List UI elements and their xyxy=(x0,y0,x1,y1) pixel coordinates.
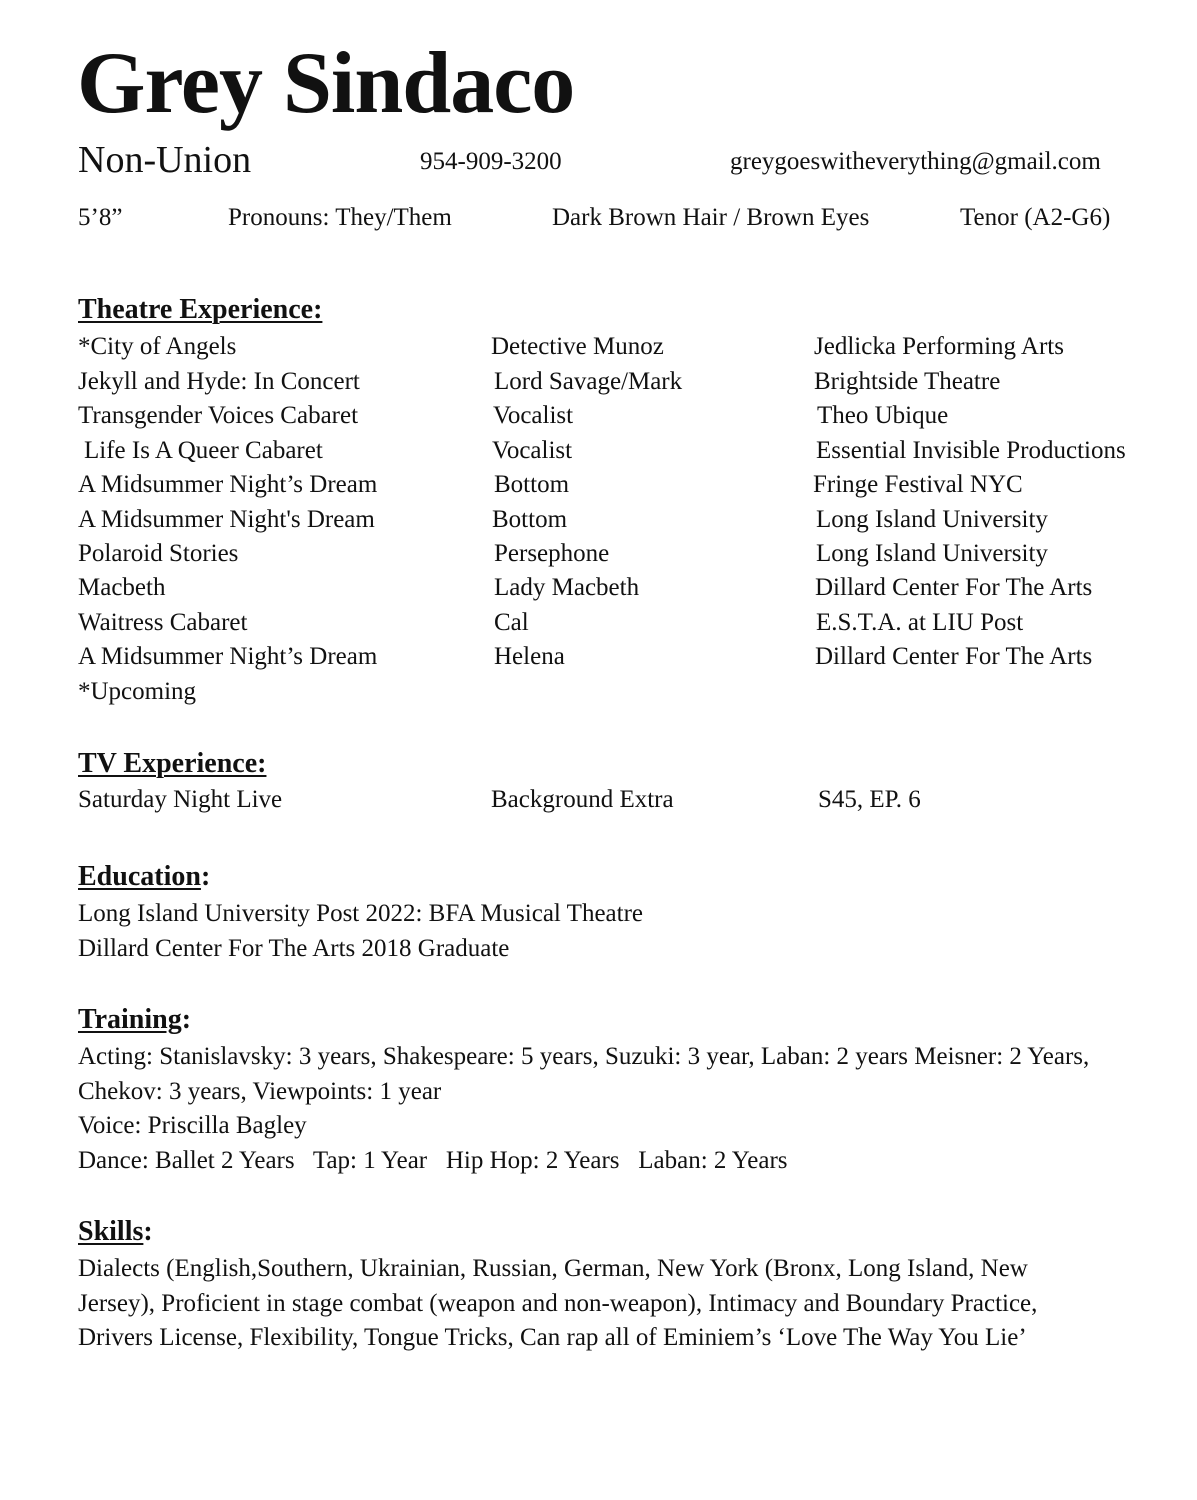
show-title: Jekyll and Hyde: In Concert xyxy=(78,368,360,395)
pronouns: Pronouns: They/Them xyxy=(228,204,452,231)
show-title: A Midsummer Night’s Dream xyxy=(78,471,378,498)
skills-line: Jersey), Proficient in stage combat (weapon and non-weapon), Intimacy and Boundary Practice, xyxy=(78,1289,1038,1317)
role: Background Extra xyxy=(491,786,674,813)
role: Lady Macbeth xyxy=(494,574,640,601)
hair-eyes: Dark Brown Hair / Brown Eyes xyxy=(552,204,870,231)
email-address: greygoeswitheverything@gmail.com xyxy=(730,148,1101,175)
skills-list xyxy=(78,1252,1148,1356)
upcoming-note-row xyxy=(0,675,1197,709)
company: Brightside Theatre xyxy=(814,368,1001,395)
show-title: Transgender Voices Cabaret xyxy=(78,402,359,429)
role: Persephone xyxy=(494,540,610,567)
training-line: Dance: Ballet 2 Years Tap: 1 Year Hip Hop: 2 Years Laban: 2 Years xyxy=(78,1146,788,1174)
theatre-row xyxy=(0,537,1197,571)
company: Jedlicka Performing Arts xyxy=(814,333,1064,360)
company: Dillard Center For The Arts xyxy=(815,574,1093,601)
education-heading-colon: : xyxy=(200,861,211,892)
theatre-row xyxy=(0,365,1197,399)
skills-heading xyxy=(78,1215,153,1249)
company: Long Island University xyxy=(816,540,1048,567)
theatre-heading-text: Theatre Experience: xyxy=(78,294,323,325)
company: E.S.T.A. at LIU Post xyxy=(816,609,1024,636)
education-list xyxy=(78,897,1148,966)
episode: S45, EP. 6 xyxy=(818,786,921,813)
role: Bottom xyxy=(492,506,568,533)
theatre-row xyxy=(0,399,1197,433)
performer-name: Grey Sindaco xyxy=(77,35,575,132)
training-line: Voice: Priscilla Bagley xyxy=(78,1112,307,1139)
phone-number: 954-909-3200 xyxy=(420,148,562,175)
skills-heading-colon: : xyxy=(143,1216,153,1247)
training-list xyxy=(78,1040,1148,1178)
theatre-row xyxy=(0,503,1197,537)
role: Vocalist xyxy=(492,437,573,464)
training-heading xyxy=(78,1003,191,1037)
training-heading-colon: : xyxy=(181,1004,192,1035)
role: Vocalist xyxy=(493,402,574,429)
role: Helena xyxy=(494,643,565,670)
company: Essential Invisible Productions xyxy=(816,437,1126,464)
training-heading-text: Training xyxy=(78,1004,182,1035)
show-title: Saturday Night Live xyxy=(78,786,283,813)
show-title: Macbeth xyxy=(78,574,166,601)
company: Theo Ubique xyxy=(817,402,949,429)
skills-line: Drivers License, Flexibility, Tongue Tricks, Can rap all of Eminiem’s ‘Love The Way You Lie’ xyxy=(78,1324,1027,1351)
theatre-row xyxy=(0,571,1197,605)
voice-type: Tenor (A2-G6) xyxy=(960,204,1111,231)
theatre-row xyxy=(0,330,1197,364)
education-line: Dillard Center For The Arts 2018 Graduate xyxy=(78,934,510,962)
union-status: Non-Union xyxy=(78,139,252,181)
theatre-row xyxy=(0,606,1197,640)
education-heading-text: Education xyxy=(78,861,201,892)
education-heading xyxy=(78,860,210,894)
theatre-row xyxy=(0,434,1197,468)
training-line: Chekov: 3 years, Viewpoints: 1 year xyxy=(78,1077,442,1105)
show-title: Polaroid Stories xyxy=(78,540,239,567)
theatre-heading xyxy=(78,293,322,327)
tv-row xyxy=(0,783,1197,817)
company: Long Island University xyxy=(816,506,1048,533)
show-title: A Midsummer Night’s Dream xyxy=(78,643,378,670)
theatre-row xyxy=(0,640,1197,674)
role: Cal xyxy=(494,609,529,636)
company: Fringe Festival NYC xyxy=(813,471,1023,498)
tv-heading xyxy=(78,747,266,781)
training-line: Acting: Stanislavsky: 3 years, Shakespeare: 5 years, Suzuki: 3 year, Laban: 2 years Meisner: 2 Years, xyxy=(78,1043,1090,1070)
show-title: Waitress Cabaret xyxy=(78,609,248,636)
upcoming-note: *Upcoming xyxy=(78,678,197,705)
show-title: Life Is A Queer Cabaret xyxy=(84,437,323,464)
height: 5’8” xyxy=(78,204,123,231)
company: Dillard Center For The Arts xyxy=(815,643,1093,670)
skills-line: Dialects (English,Southern, Ukrainian, Russian, German, New York (Bronx, Long Island, New xyxy=(78,1255,1028,1282)
show-title: A Midsummer Night's Dream xyxy=(78,506,375,533)
skills-heading-text: Skills xyxy=(78,1216,144,1247)
tv-heading-text: TV Experience: xyxy=(78,748,267,779)
role: Lord Savage/Mark xyxy=(494,368,683,395)
education-line: Long Island University Post 2022: BFA Musical Theatre xyxy=(78,900,644,927)
role: Detective Munoz xyxy=(491,333,664,360)
show-title: *City of Angels xyxy=(78,333,237,360)
role: Bottom xyxy=(494,471,570,498)
theatre-row xyxy=(0,468,1197,502)
